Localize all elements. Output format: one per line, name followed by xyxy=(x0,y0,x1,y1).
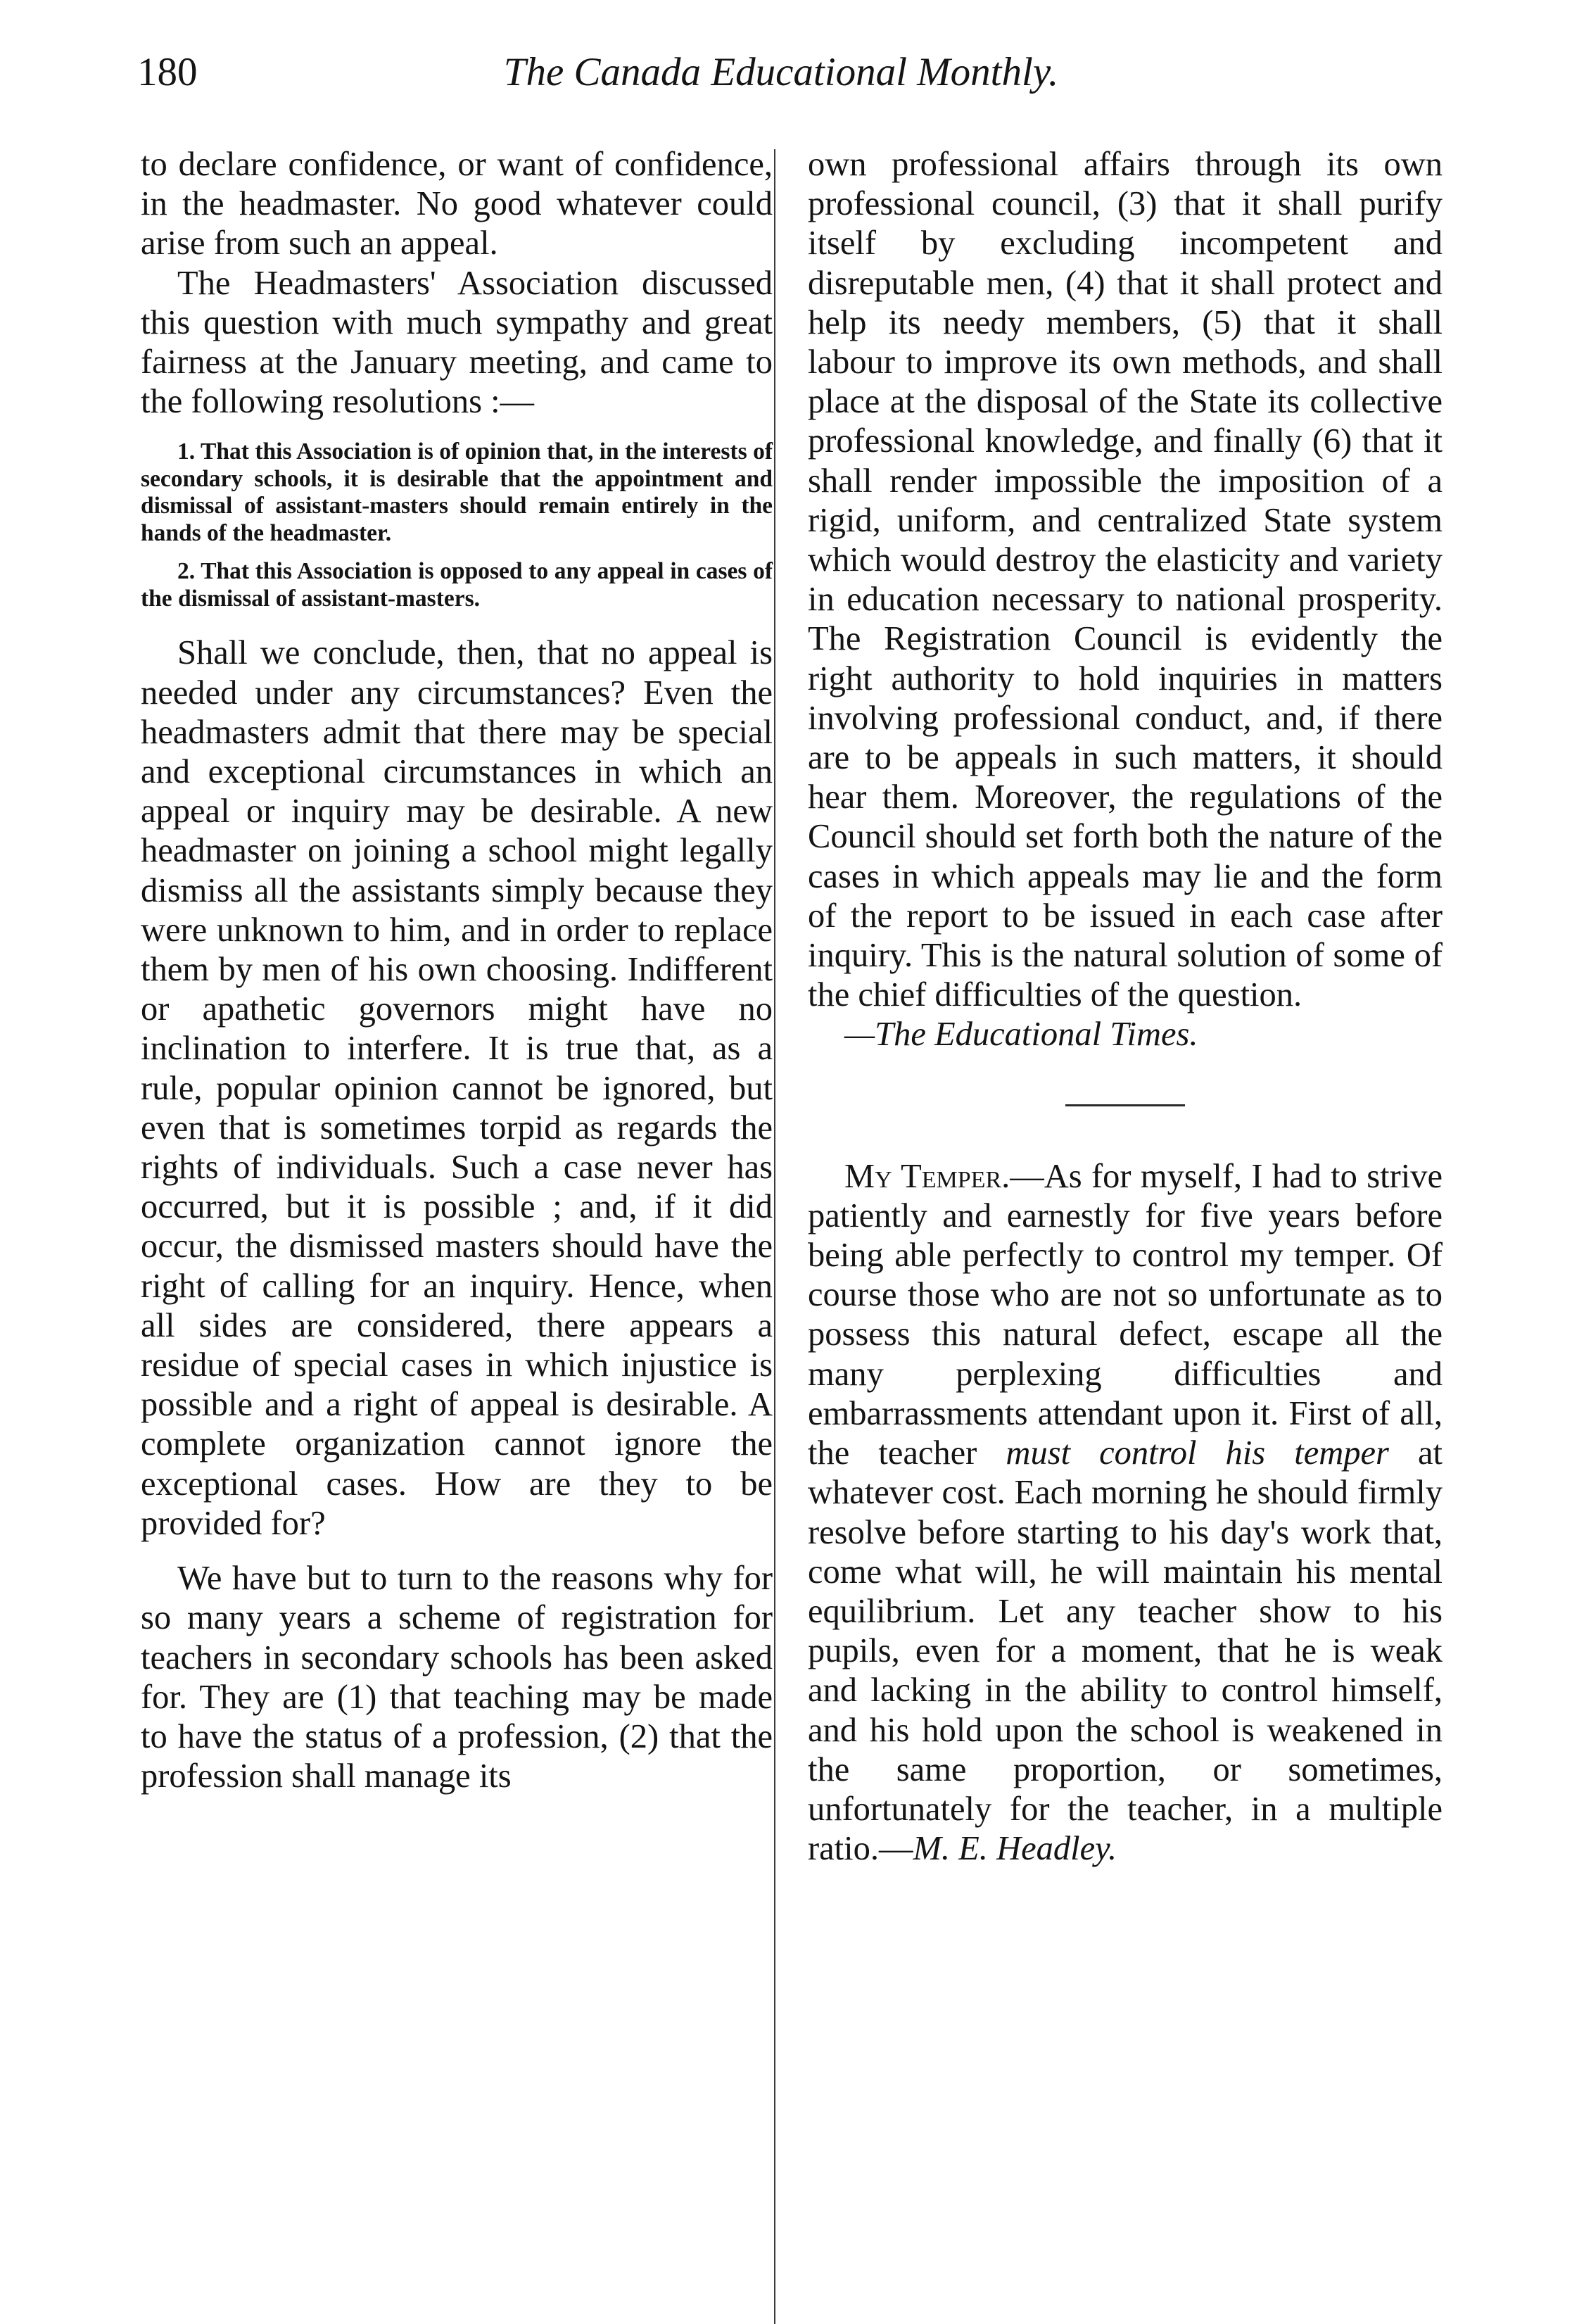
paragraph: Shall we conclude, then, that no appeal is needed under any circumstances? Even the headmasters admit that there may be special and exceptional circumstances in which an appeal or inquiry may be desirable. A new headmaster on joining a school might legally dismiss all the assistants simply because they were unknown to him, and in order to replace them by men of his own choosing. Indifferent or apathetic governors might have no inclination to interfere. It is true that, as a rule, popular opinion cannot be ignored, but even that is sometimes torpid as regards the rights of individuals. Such a case never has occurred, but it is possible ; and, if it did occur, the dismissed masters should have the right of calling for an inquiry. Hence, when all sides are considered, there appears a residue of special cases in which injustice is possible and a right of appeal is desirable. A complete organization cannot ignore the exceptional cases. How are they to be provided for? xyxy=(141,634,773,1542)
paragraph: own professional affairs through its own professional council, (3) that it shall purify itself by excluding incompetent and disreputable men, (4) that it shall protect and help its needy members, (5) that it shall labour to improve its own methods, and shall place at the disposal of the State its collective professional knowledge, and finally (6) that it shall render impossible the imposition of a rigid, uniform, and centralized State system which would destroy the elasticity and variety in education necessary to national prosperity. The Registration Council is evidently the right authority to hold inquiries in matters involving professional conduct, and, if there are to be appeals in such matters, it should hear them. Moreover, the regulations of the Council should set forth both the nature of the cases in which appeals may lie and the form of the report to be issued in each case after inquiry. This is the natural solution of some of the chief difficulties of the question. xyxy=(808,146,1443,1014)
author: M. E. Headley. xyxy=(913,1830,1117,1868)
paragraph: We have but to turn to the reasons why for so many years a scheme of registration for teachers in secondary schools has been asked for. They are (1) that teaching may be made to have the status of a profession, (2) that the profession shall manage its xyxy=(141,1560,773,1795)
resolution-2: 2. That this Association is opposed to any appeal in cases of the dismissal of assistant-masters. xyxy=(141,558,773,612)
temper-paragraph xyxy=(808,1157,1443,1869)
paragraph: to declare confidence, or want of confidence, in the headmaster. No good whatever could arise from such an appeal. xyxy=(141,146,773,263)
page-number: 180 xyxy=(137,50,198,94)
resolution-1: 1. That this Association is of opinion that, in the interests of secondary schools, it is desirable that the appointment and dismissal of assistant-masters should remain entirely in the hands of the headmaster. xyxy=(141,438,773,546)
paragraph: The Headmasters' Association discussed this question with much sympathy and great fairness at the January meeting, and came to the following resolutions :— xyxy=(141,264,773,421)
left-column xyxy=(141,145,773,1796)
section-divider xyxy=(1065,1104,1185,1106)
right-column xyxy=(808,145,1443,1869)
running-title: The Canada Educational Monthly. xyxy=(503,50,1059,94)
text-run: —As for myself, I had to strive patiently and earnestly for five years before being able perfectly to control my temper. Of course those who are not so unfortunate as to possess this natural defect, escape all the many perplexing difficulties and embarrassments attendant upon it. First of all, the teacher xyxy=(808,1157,1443,1472)
text-run: at whatever cost. Each morning he should firmly resolve before starting to his day's work that, come what will, he will maintain his mental equilibrium. Let any teacher show to his pupils, even for a moment, that he is weak and lacking in the ability to control himself, and his hold upon the school is weakened in the same proportion, or sometimes, unfortunately for the teacher, in a multiple ratio.— xyxy=(808,1434,1443,1868)
section-heading: My Temper. xyxy=(844,1157,1010,1195)
page-header xyxy=(137,49,1425,127)
emphasis: must control his temper xyxy=(1006,1434,1389,1472)
column-divider xyxy=(774,149,775,2324)
source-attribution: —The Educational Times. xyxy=(844,1016,1198,1054)
